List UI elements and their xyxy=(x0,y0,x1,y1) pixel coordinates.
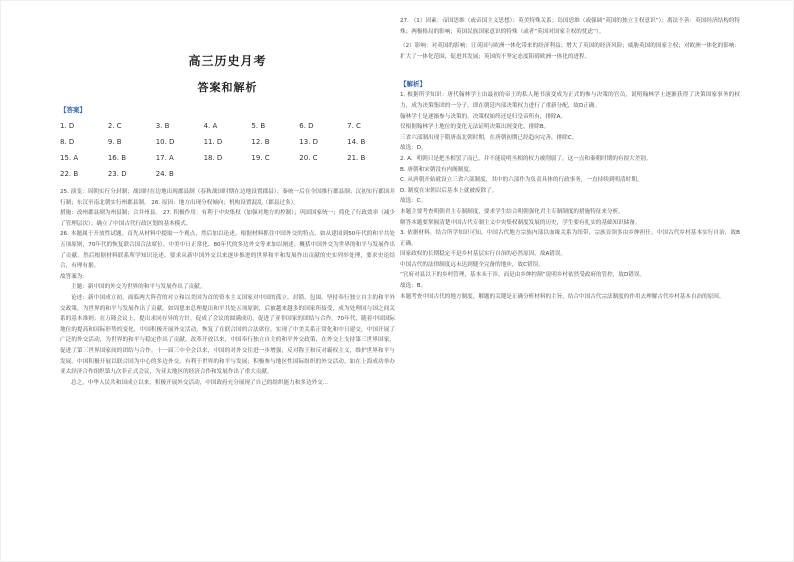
answer-item: 14. B xyxy=(347,138,366,146)
page-subtitle: 答案和解析 xyxy=(197,81,258,94)
answer-paragraph: 国家政权的长期稳定不是乡村基层实行自治的必然原因，故A错误。 xyxy=(400,251,567,258)
answer-paragraph: 解答本题要掌握清楚中国古代专制主义中央集权制度发展的历史，学生要有扎实的基础知识储备。 xyxy=(400,219,641,226)
answer-item: 15. A xyxy=(60,154,79,162)
answer-item: 19. C xyxy=(251,154,270,162)
answer-paragraph: 翰林学士是逐渐参与决策的，决策权始终还是归皇帝所有，排除A。 xyxy=(400,113,567,120)
answer-paragraph: 26. 本题属于开放性试题。首先从材料中提取一个观点，然后加以论述。根据材料抓住中国外交的特点，如从建国到50年代的和平共处五项原则，70年代的恢复联合国合法席位、中美中日正常化、80年代的多边外交等来加以阐述。概括中国外交为世界的和平与发展作出了贡献。然后根据材料联系所学知识论述。要求从新中国外交以来逐步推进的世界和平和发展作出贡献的史实列举处理，要求史论结合，有理有据。 xyxy=(60,231,395,270)
answer-item: 7. C xyxy=(347,122,361,130)
answer-paragraph: 仅根据翰林学士地位的变化无法证明决策出现变化，排除B。 xyxy=(400,124,550,131)
answer-paragraph: C. 从唐朝开始就设立三省六部制度，其中的六部作为负责具体的行政事务，一直持续到明清时期。 xyxy=(400,177,643,184)
left-column xyxy=(60,16,395,388)
page-title: 高三历史月考 xyxy=(188,54,267,68)
answer-item: 11. D xyxy=(203,138,223,146)
answer-paragraph: 论述：新中国成立初，面临两大阵营的对立和以美国为首的资本主义国家对中国的孤立、封锁、包围，坚持奉行独立自主的和平外交政策，为世界的和平与发展作出了贡献。如周恩来总理提出和平共处五项原则，后被越来越多的国家所接受，成为处理国与国之间关系的基本准则；在万隆会议上，提出求同存异的方针，促成了会议的圆满成功，促进了亚非国家的团结与合作。70年代，随着中国国际地位的提高和国际形势的变化，中国积极开展外交活动，恢复了在联合国的合法席位，实现了中美关系正常化和中日建交，中国开展了广泛的外交活动，为世界的和平与稳定作出了贡献。改革开放以来，中国奉行独立自主的和平外交政策，在外交上支持第三世界国家，促进了第三世界国家间的团结与合作。十一届三中全会以来，中国的对外交往进一步增强，反对称王和反对霸权主义，维护世界和平与发展。中国积极开展以联合国为中心的多边外交，有利于世界的和平与发展；积极参与地区性国际组织的外交活动，如在上海成功举办亚太经济合作组织第九次非正式会议，为亚太地区的经济合作和发展作出了重大贡献。 xyxy=(60,294,395,376)
answer-item: 3. B xyxy=(155,122,170,130)
answer-paragraph: 3. 依据材料，结合所学知识可知，中国古代地方宗族内部以血缘关系为纽带，宗族首领多由乡绅担任，中国古代乡村基本实行自治，故B正确。 xyxy=(400,230,740,247)
answer-paragraph: 故选：D。 xyxy=(400,145,427,152)
answer-item: 12. B xyxy=(251,138,270,146)
answer-tag: 【答案】 xyxy=(60,106,86,114)
answer-paragraph: 本题主要考查明朝君主专制制度，要求学生结合明朝强化君主专制制度的措施特征来分析。 xyxy=(400,208,624,215)
answer-item: 6. D xyxy=(299,122,314,130)
answer-paragraph: （2）影响：对英国的影响：让英国与欧洲一体化带来的经济利益；增大了英国的经济风险；威胁英国的国家主权；对欧洲一体化的影响：扩大了一体化范围，促进其发展；英国的不坚定态度阻碍欧洲一体化的进程。 xyxy=(400,43,740,60)
answer-paragraph: 27. （1）因素：帝国思维（或帝国主义思想）；英美特殊关系；岛国思维（或强调“英国的独立主权意识”）；离法不善：英国经济结构的特殊；两极格局的影响；英国民族国家意识的特殊（或者“英国对国家主权的忧虑”）。 xyxy=(400,18,740,35)
answer-paragraph: 25. 演变：周朝实行分封制；战国时在边地出现郡县制（春秋战国时期在边地设置郡县）；秦统一后在全国推行郡县制；汉初实行郡国并行制；东汉至南北朝实行州郡县制。 26. 原因：地方出现分权倾向；机构设置混乱（郡县过多）。 xyxy=(60,189,395,206)
answer-item: 18. D xyxy=(203,154,223,162)
answer-item: 17. A xyxy=(155,154,174,162)
answer-item: 24. B xyxy=(155,170,174,178)
answer-item: 9. B xyxy=(107,138,122,146)
answer-paragraph: 中国古代的法律制度远未达到健全完备的地步，故C错误。 xyxy=(400,261,544,268)
answer-item: 2. C xyxy=(107,122,122,130)
answer-paragraph: 故答案为： xyxy=(60,273,88,280)
analysis-tag: 【解析】 xyxy=(400,80,426,89)
answer-paragraph: 故选：C。 xyxy=(400,198,427,205)
right-column xyxy=(400,16,740,302)
answer-paragraph: 本题考查中国古代的地方制度。解题的关键是正确分析材料的主旨，结合中国古代宗法制度的作用去理解古代乡村基本自治的原因。 xyxy=(400,293,725,300)
answer-item: 13. D xyxy=(299,138,319,146)
answer-paragraph: 总之，中华人民共和国成立以来，积极开展外交活动，中国政府充分展现了自己的组织能力和多边外交... xyxy=(71,379,329,386)
answer-item: 4. A xyxy=(203,122,218,130)
answer-paragraph: D. 制度在宋朝以后基本上就被废除了。 xyxy=(400,187,498,194)
answer-item: 22. B xyxy=(60,170,79,178)
answer-item: 10. D xyxy=(155,138,175,146)
answer-item: 23. D xyxy=(107,170,127,178)
answer-item: 8. D xyxy=(60,138,75,146)
answer-item: 5. B xyxy=(251,122,266,130)
answer-paragraph: 三省六部制出现于隋唐南北朝时期，在唐朝初期已经趋向完善，排除C。 xyxy=(400,134,578,141)
answer-paragraph: 故选：B。 xyxy=(400,283,427,290)
answer-paragraph: B. 唐朝和宋朝没有内阁制度。 xyxy=(400,166,475,173)
answer-paragraph: 措施：改州郡县制为州县制；合并州县。 27. 积极作用：有利于中央集权（加强对地方的控制）；巩固国家统一；简化了行政效率（减少了管理层次）；确立了中国古代行政区划的基本模式。 xyxy=(60,210,395,227)
answer-paragraph: “官府对县以下的乡村管理，基本未干涉，而是由乡绅控制”说明乡村依然受政府的管控，故D错误。 xyxy=(400,272,646,279)
answer-item: 20. C xyxy=(299,154,318,162)
answer-paragraph: 1. 根据所学知识：唐代翰林学士由最初的帝王的私人秘书演变成为正式的参与决策的官员，说明翰林学士逐渐获得了决策国家事务的权力，成为决策集团的一分子，即在朝廷内部决策权力进行了重新分配，故D正确。 xyxy=(400,92,740,109)
answer-grid xyxy=(60,122,395,178)
answer-paragraph: 2. A．明朝只是把丞相罢了而已，并不能说明丞相的权力被削弱了，这一点和秦朝时期的有很大差别。 xyxy=(400,155,652,162)
answer-item: 1. D xyxy=(60,122,75,130)
answer-item: 21. B xyxy=(347,154,366,162)
answer-item: 16. B xyxy=(107,154,127,162)
answer-paragraph: 主题：新中国的外交为世界的和平与发展作出了贡献。 xyxy=(71,284,206,291)
